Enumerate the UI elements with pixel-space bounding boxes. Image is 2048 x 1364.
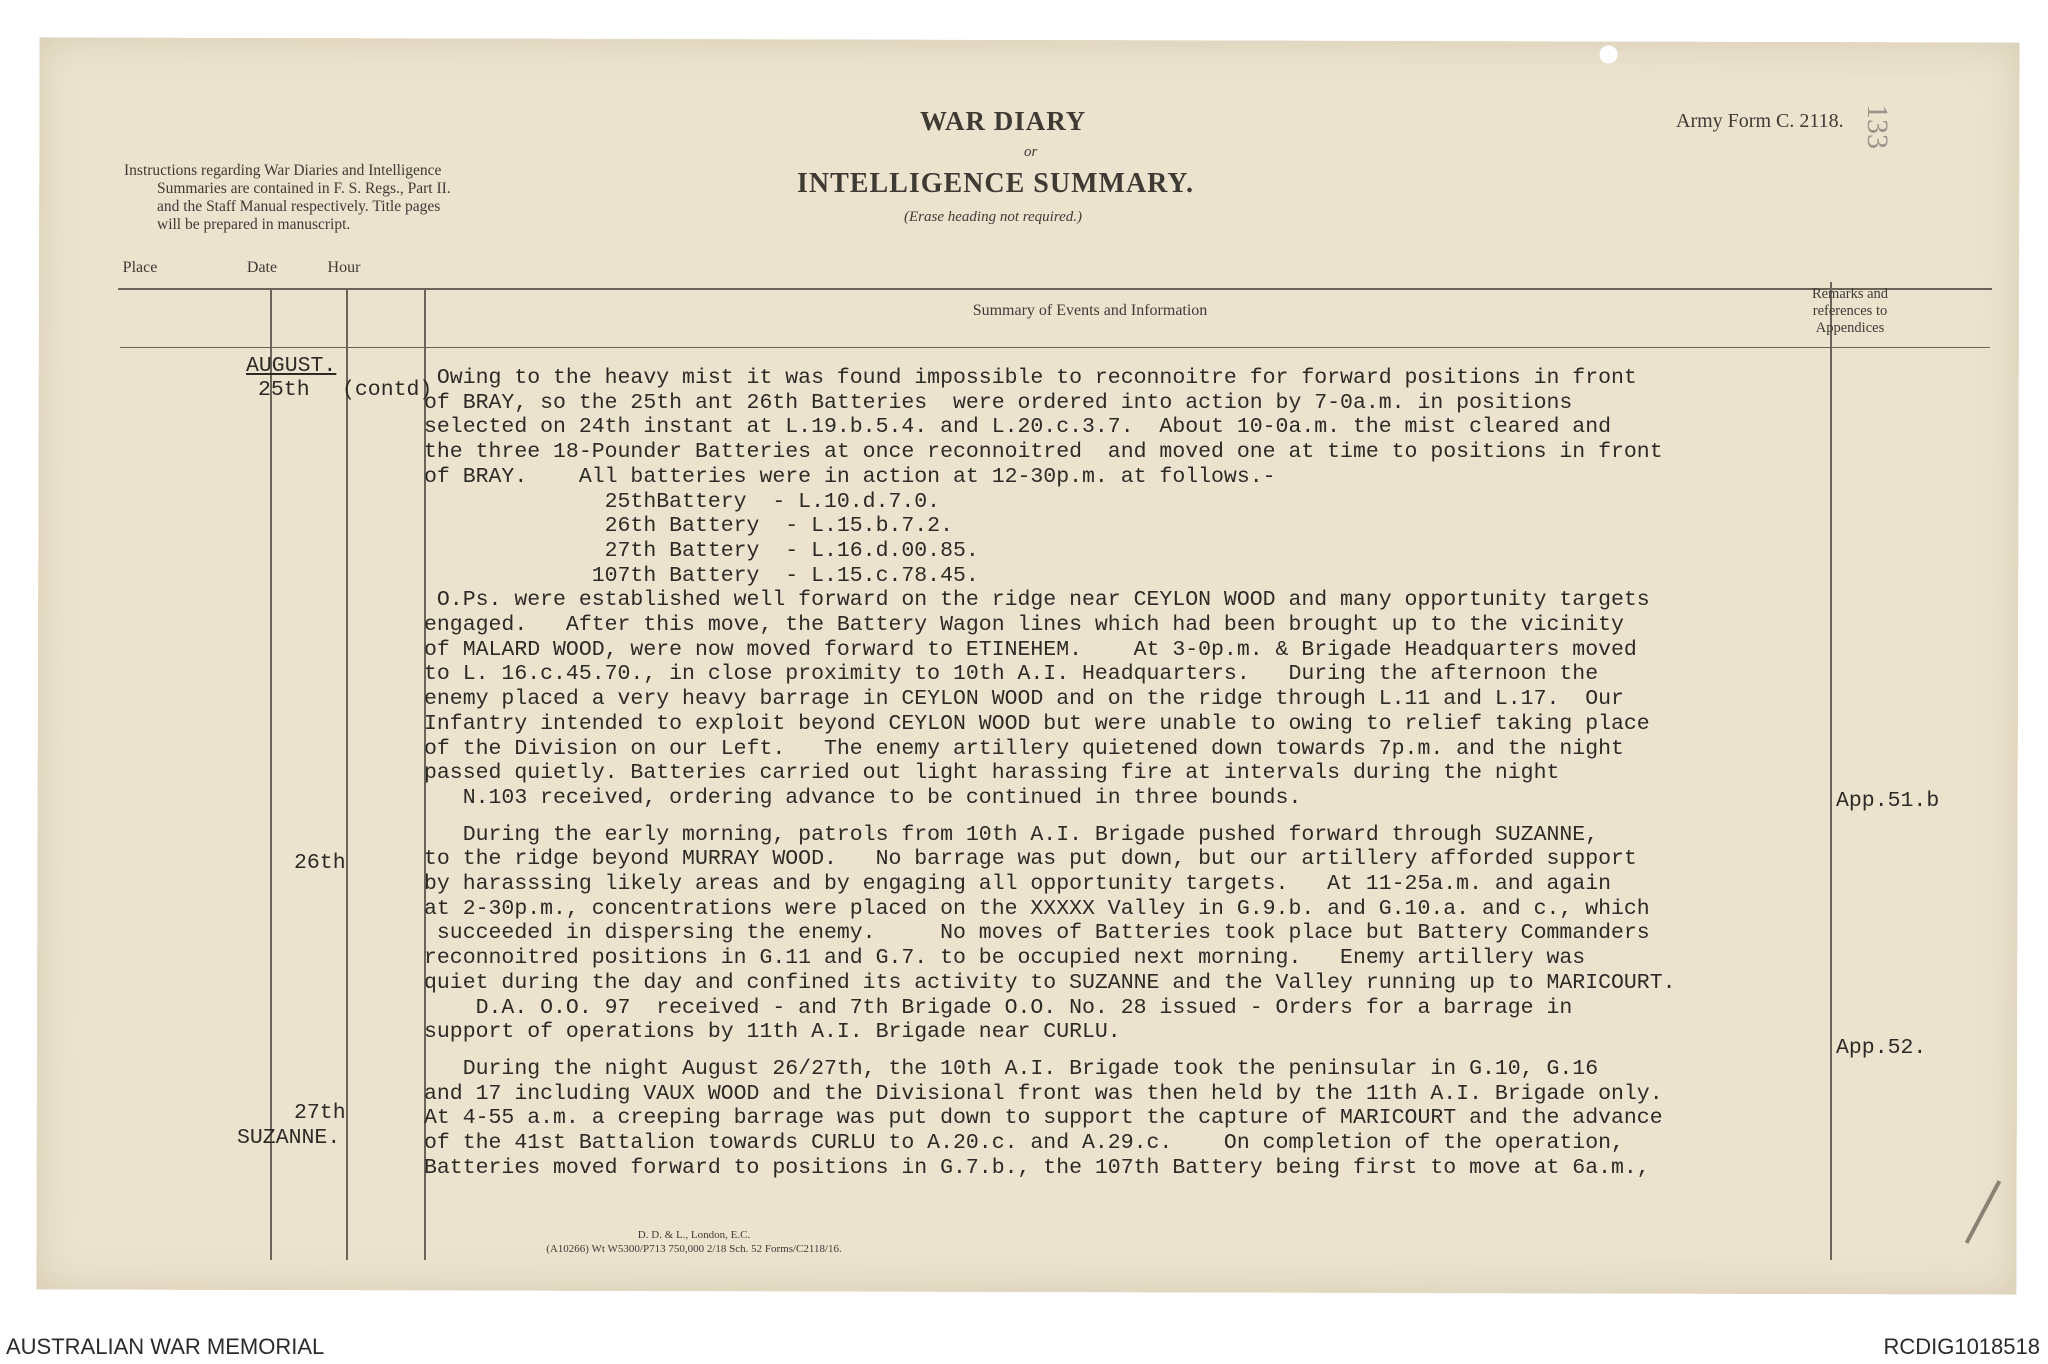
printer-imprint [504, 1228, 884, 1256]
summary-line: selected on 24th instant at L.19.b.5.4. and L.20.c.3.7. About 10-0a.m. the mist cleared and [424, 415, 1611, 440]
remarks-heading-line: Remarks and [1811, 286, 1889, 302]
army-form-number: Army Form C. 2118. [1676, 110, 1844, 132]
instructions-line: Summaries are contained in F. S. Regs., Part II. [157, 180, 451, 197]
appendix-ref: App.52. [1836, 1036, 1927, 1060]
column-summary: Summary of Events and Information [972, 302, 1208, 319]
month-label: AUGUST. [246, 354, 337, 378]
column-hour: Hour [327, 259, 361, 276]
imprint-line: (A10266) Wt W5300/P713 750,000 2/18 Sch. 52 Forms/C2118/16. [546, 1243, 842, 1255]
appendix-ref: App.51.b [1836, 789, 1940, 813]
instructions-line: and the Staff Manual respectively. Title pages [157, 198, 441, 215]
summary-line: quiet during the day and confined its activity to SUZANNE and the Valley running up to MARICOURT. [424, 970, 1676, 995]
date-25: 25th [258, 378, 310, 402]
summary-line: During the night August 26/27th, the 10th A.I. Brigade took the peninsular in G.10, G.16 [424, 1056, 1599, 1081]
summary-line: of the Division on our Left. The enemy artillery quietened down towards 7p.m. and the night [424, 736, 1624, 761]
summary-line: N.103 received, ordering advance to be continued in three bounds. [424, 785, 1302, 810]
summary-line: passed quietly. Batteries carried out light harassing fire at intervals during the night [424, 761, 1560, 786]
summary-line: At 4-55 a.m. a creeping barrage was put down to support the capture of MARICOURT and the advance [424, 1106, 1663, 1131]
summary-line: and 17 including VAUX WOOD and the Divisional front was then held by the 11th A.I. Brigade only. [424, 1081, 1663, 1106]
instructions-line: Instructions regarding War Diaries and Intelligence [124, 162, 442, 179]
summary-line: succeeded in dispersing the enemy. No moves of Batteries took place but Battery Commanders [424, 921, 1650, 946]
form-subtitle: INTELLIGENCE SUMMARY. [797, 168, 1195, 199]
instructions-block [124, 162, 584, 234]
hour-contd: (contd) [342, 378, 433, 402]
summary-line: of MALARD WOOD, were now moved forward to ETINEHEM. At 3-0p.m. & Brigade Headquarters moved [424, 637, 1637, 662]
summary-line: Batteries moved forward to positions in G.7.b., the 107th Battery being first to move at 6a.m., [424, 1155, 1650, 1180]
summary-line [424, 1045, 1676, 1057]
summary-line: the three 18-Pounder Batteries at once reconnoitred and moved one at time to positions in front [424, 440, 1663, 465]
punch-hole [1600, 45, 1618, 63]
erase-note: (Erase heading not required.) [904, 209, 1083, 225]
footer-archive-name: AUSTRALIAN WAR MEMORIAL [6, 1334, 325, 1359]
summary-line: to L. 16.c.45.70., in close proximity to 10th A.I. Headquarters. During the afternoon the [424, 662, 1599, 687]
summary-line: 107th Battery - L.15.c.78.45. [424, 563, 979, 588]
summary-line: at 2-30p.m., concentrations were placed on the XXXXX Valley in G.9.b. and G.10.a. and c., which [424, 896, 1650, 921]
remarks-heading-line: references to [1812, 303, 1888, 319]
summary-line: During the early morning, patrols from 10th A.I. Brigade pushed forward through SUZANNE, [424, 822, 1599, 847]
summary-line: of BRAY, so the 25th ant 26th Batteries were ordered into action by 7-0a.m. in positions [424, 390, 1573, 415]
summary-line [424, 811, 1676, 823]
remarks-heading-line: Appendices [1815, 320, 1885, 336]
folio-stamp: 133 [1861, 104, 1894, 149]
form-or: or [1024, 144, 1038, 160]
column-remarks [1790, 286, 1910, 337]
summary-line: 25thBattery - L.10.d.7.0. [424, 489, 941, 514]
form-title: WAR DIARY [920, 106, 1087, 136]
instructions-line: will be prepared in manuscript. [157, 216, 351, 233]
footer-record-id: RCDIG1018518 [1883, 1334, 2040, 1359]
summary-line: O.Ps. were established well forward on the ridge near CEYLON WOOD and many opportunity targets [424, 588, 1650, 613]
summary-line: Infantry intended to exploit beyond CEYLON WOOD but were unable to owing to relief taking place [424, 711, 1650, 736]
summary-line: enemy placed a very heavy barrage in CEYLON WOOD and on the ridge through L.11 and L.17. Our [424, 687, 1624, 712]
summary-line: 27th Battery - L.16.d.00.85. [424, 538, 979, 563]
summary-line: D.A. O.O. 97 received - and 7th Brigade O.O. No. 28 issued - Orders for a barrage in [424, 995, 1573, 1020]
summary-line: support of operations by 11th A.I. Brigade near CURLU. [424, 1020, 1121, 1045]
remarks-col-left-rule [1830, 282, 1832, 1260]
summary-line: to the ridge beyond MURRAY WOOD. No barrage was put down, but our artillery afforded support [424, 847, 1637, 872]
summary-line: by harasssing likely areas and by engaging all opportunity targets. At 11-25a.m. and again [424, 872, 1611, 897]
summary-line: reconnoitred positions in G.11 and G.7. to be occupied next morning. Enemy artillery was [424, 946, 1586, 971]
summary-line: Owing to the heavy mist it was found impossible to reconnoitre for forward positions in front [424, 366, 1637, 390]
summary-line: of BRAY. All batteries were in action at 12-30p.m. at follows.- [424, 464, 1276, 489]
header-bottom-rule [120, 347, 1990, 348]
date-27: 27th [294, 1101, 346, 1125]
table-top-rule [118, 288, 1992, 290]
summary-line: engaged. After this move, the Battery Wagon lines which had been brought up to the vicinity [424, 613, 1624, 638]
summary-line: of the 41st Battalion towards CURLU to A.20.c. and A.29.c. On completion of the operation, [424, 1131, 1624, 1156]
summary-text [424, 366, 1676, 1181]
column-place: Place [122, 259, 158, 276]
date-26: 26th [294, 851, 346, 875]
summary-line: 26th Battery - L.15.b.7.2. [424, 514, 953, 539]
hour-col-left-rule [346, 290, 348, 1260]
column-date: Date [246, 259, 278, 276]
imprint-line: D. D. & L., London, E.C. [637, 1229, 751, 1241]
place-suzanne: SUZANNE. [237, 1126, 341, 1150]
date-col-left-rule [270, 290, 272, 1260]
